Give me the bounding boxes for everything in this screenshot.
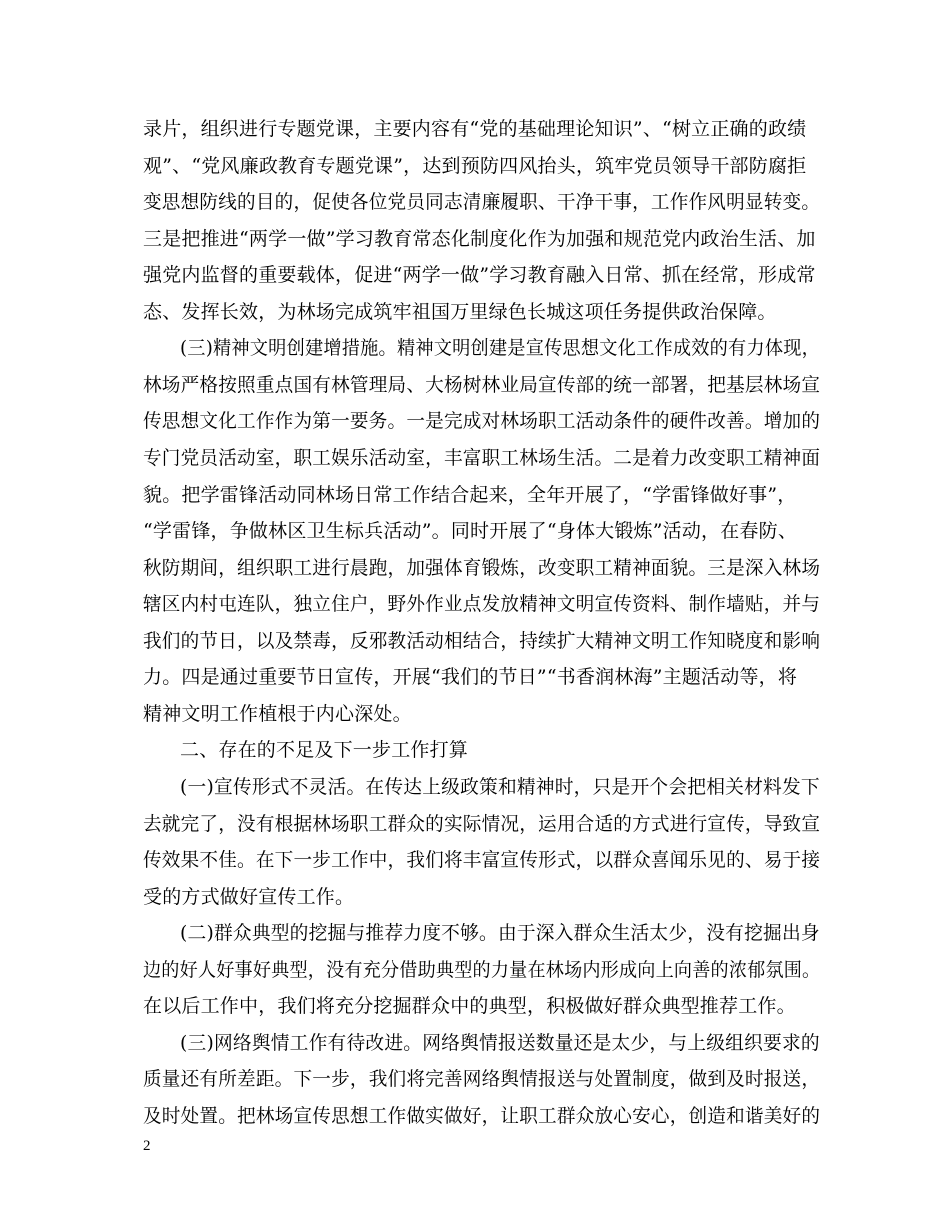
body-text-line: 精神文明工作植根于内心深处。 xyxy=(143,703,412,725)
body-text-line: 我们的节日，以及禁毒，反邪教活动相结合，持续扩大精神文明工作知晓度和影响 xyxy=(143,630,821,652)
body-text-line: 强党内监督的重要载体，促进“两学一做”学习教育融入日常、抓在经常，形成常 xyxy=(143,264,816,286)
body-text-line: 质量还有所差距。下一步，我们将完善网络舆情报送与处置制度，做到及时报送， xyxy=(143,1068,821,1090)
body-text-line: 变思想防线的目的，促使各位党员同志清廉履职、干净干事，工作作风明显转变。 xyxy=(143,191,821,213)
paragraph-start-line: (三)网络舆情工作有待改进。网络舆情报送数量还是太少，与上级组织要求的 xyxy=(180,1032,820,1054)
paragraph-start-line: (二)群众典型的挖掘与推荐力度不够。由于深入群众生活太少，没有挖掘出身 xyxy=(180,922,820,944)
body-text-line: 传效果不佳。在下一步工作中，我们将丰富宣传形式，以群众喜闻乐见的、易于接 xyxy=(143,849,821,871)
body-text-line: 辖区内村屯连队，独立住户，野外作业点发放精神文明宣传资料、制作墙贴，并与 xyxy=(143,593,821,615)
body-text-line: 在以后工作中，我们将充分挖掘群众中的典型，积极做好群众典型推荐工作。 xyxy=(143,995,796,1017)
section-heading: 二、存在的不足及下一步工作打算 xyxy=(180,739,469,761)
body-text-line: 态、发挥长效，为林场完成筑牢祖国万里绿色长城这项任务提供政治保障。 xyxy=(143,301,777,323)
body-text-line: 力。四是通过重要节日宣传，开展“我们的节日”“书香润林海”主题活动等，将 xyxy=(143,666,798,688)
body-text-line: 貌。把学雷锋活动同林场日常工作结合起来，全年开展了，“学雷锋做好事”， xyxy=(143,484,797,506)
body-text-line: 林场严格按照重点国有林管理局、大杨树林业局宣传部的统一部署，把基层林场宣 xyxy=(143,374,821,396)
body-text-line: “学雷锋，争做林区卫生标兵活动”。同时开展了“身体大锻炼”活动，在春防、 xyxy=(143,520,798,542)
paragraph-start-line: (三)精神文明创建增措施。精神文明创建是宣传思想文化工作成效的有力体现， xyxy=(180,337,821,359)
body-text-line: 专门党员活动室，职工娱乐活动室，丰富职工林场生活。二是着力改变职工精神面 xyxy=(143,447,821,469)
body-text-line: 受的方式做好宣传工作。 xyxy=(143,886,355,908)
body-text-line: 边的好人好事好典型，没有充分借助典型的力量在林场内形成向上向善的浓郁氛围。 xyxy=(143,959,821,981)
body-text-line: 观”、“党风廉政教育专题党课”，达到预防四风抬头，筑牢党员领导干部防腐拒 xyxy=(143,155,807,177)
body-text-line: 秋防期间，组织职工进行晨跑，加强体育锻炼，改变职工精神面貌。三是深入林场 xyxy=(143,557,821,579)
body-text-line: 及时处置。把林场宣传思想工作做实做好，让职工群众放心安心，创造和谐美好的 xyxy=(143,1105,821,1127)
body-text-line: 去就完了，没有根据林场职工群众的实际情况，运用合适的方式进行宣传，导致宣 xyxy=(143,813,821,835)
body-text-line: 传思想文化工作作为第一要务。一是完成对林场职工活动条件的硬件改善。增加的 xyxy=(143,410,821,432)
page-number: 2 xyxy=(143,1138,151,1154)
body-text-line: 三是把推进“两学一做”学习教育常态化制度化作为加强和规范党内政治生活、加 xyxy=(143,228,816,250)
paragraph-start-line: (一)宣传形式不灵活。在传达上级政策和精神时，只是开个会把相关材料发下 xyxy=(180,776,820,798)
body-text-line: 录片，组织进行专题党课，主要内容有“党的基础理论知识”、“树立正确的政绩 xyxy=(143,118,807,140)
